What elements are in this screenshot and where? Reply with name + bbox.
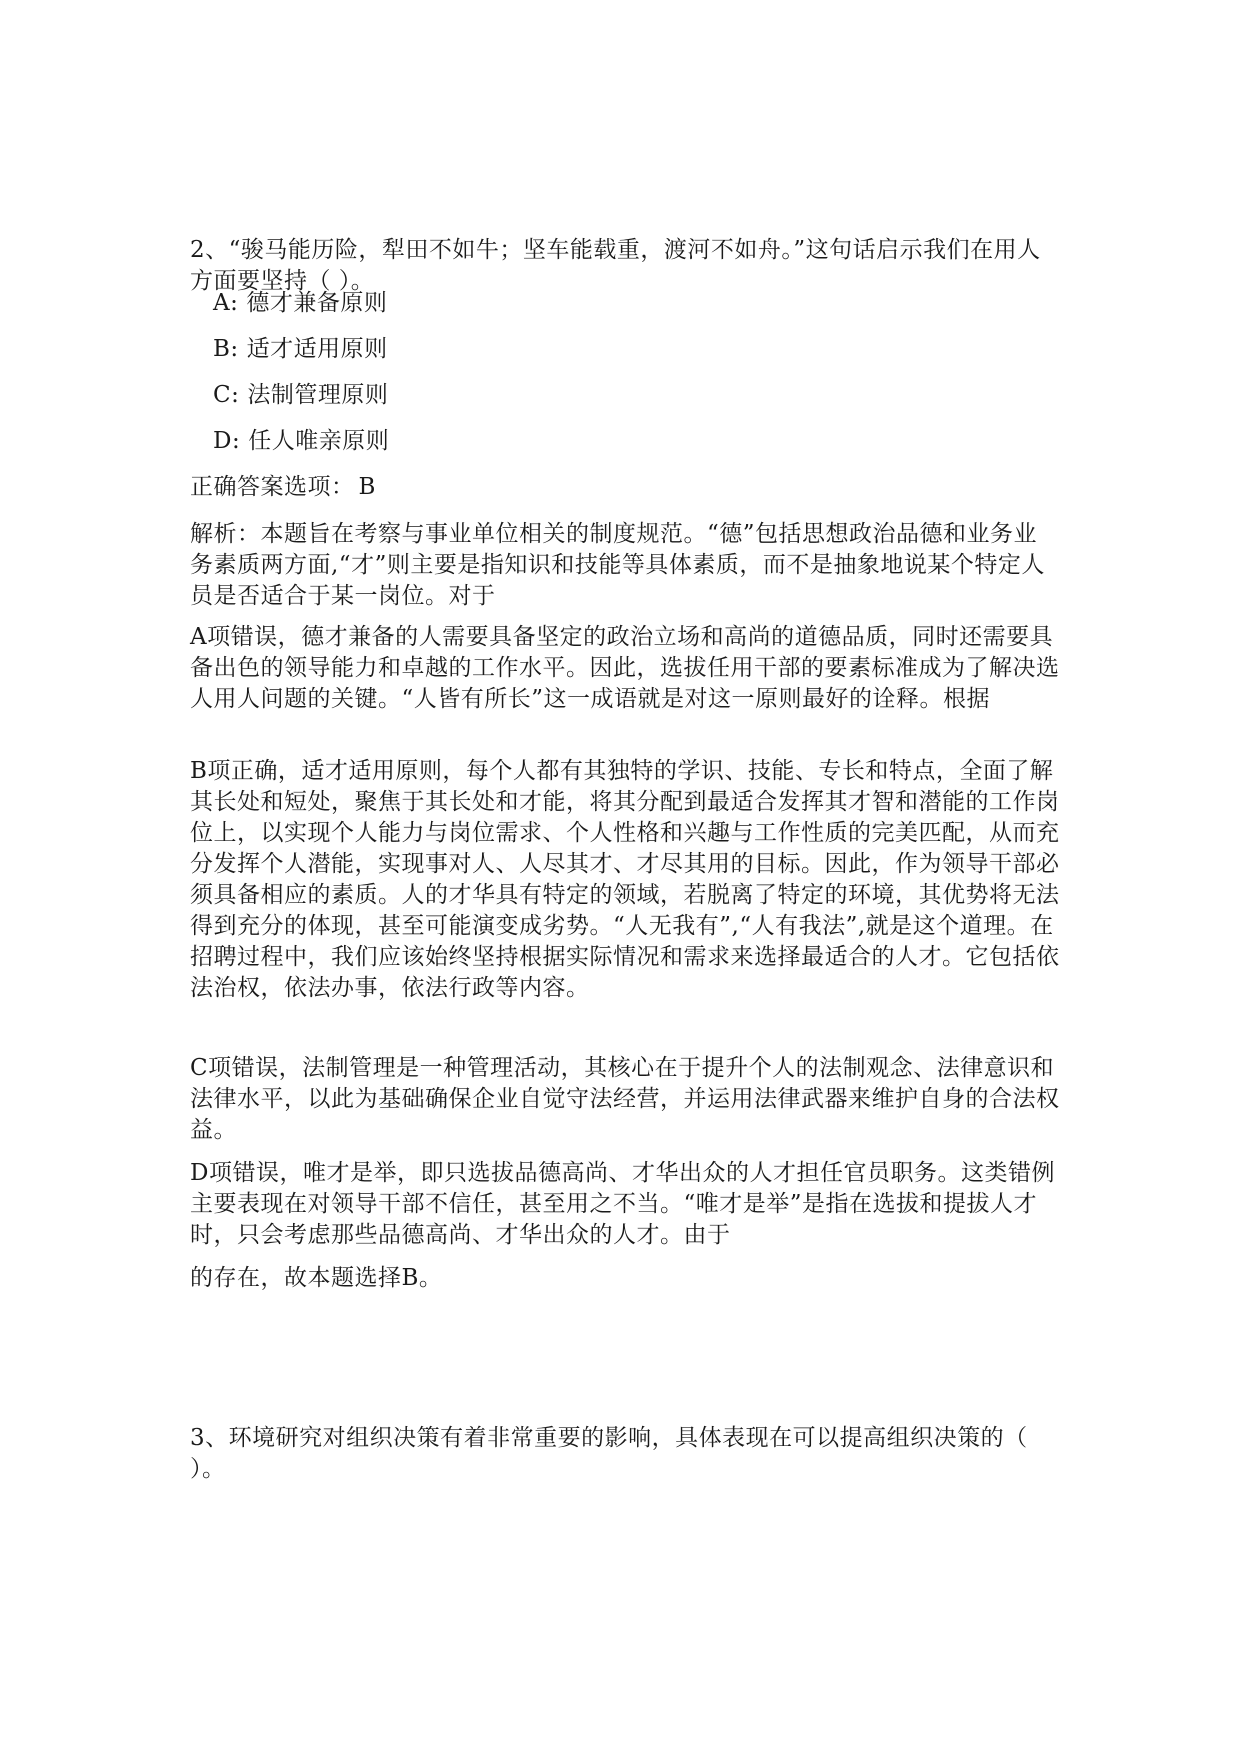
correct-answer <box>190 472 1060 503</box>
option-b[interactable] <box>213 334 388 365</box>
option-c[interactable] <box>213 380 388 411</box>
option-d[interactable] <box>213 426 389 457</box>
analysis-intro: 解析：本题旨在考察与事业单位相关的制度规范。“德”包括思想政治品德和业务业务素质两方面,“才”则主要是指知识和技能等具体素质，而不是抽象地说某个特定人员是否适合于某一岗位。对于 <box>190 521 1045 609</box>
option-d-text: 任人唯亲原则 <box>248 428 390 454</box>
option-a[interactable] <box>213 288 387 319</box>
option-b-text: 适才适用原则 <box>246 336 388 362</box>
option-a-key: A: <box>213 290 239 316</box>
analysis-option-a: A项错误，德才兼备的人需要具备坚定的政治立场和高尚的道德品质，同时还需要具备出色的领导能力和卓越的工作水平。因此，选拔任用干部的要素标准成为了解决选人用人问题的关键。“人皆有所长”这一成语就是对这一原则最好的诠释。根据 <box>190 624 1060 712</box>
correct-answer-label: 正确答案选项： <box>190 474 355 500</box>
analysis-option-b: B项正确，适才适用原则，每个人都有其独特的学识、技能、专长和特点，全面了解其长处和短处，聚焦于其长处和才能，将其分配到最适合发挥其才智和潜能的工作岗位上，以实现个人能力与岗位需求、个人性格和兴趣与工作性质的完美匹配，从而充分发挥个人潜能，实现事对人、人尽其才、才尽其用的目标。因此，作为领导干部必须具备相应的素质。人的才华具有特定的领域，若脱离了特定的环境，其优势将无法得到充分的体现，甚至可能演变成劣势。“人无我有”,“人有我法”,就是这个道理。在招聘过程中，我们应该始终坚持根据实际情况和需求来选择最适合的人才。它包括依法治权，依法办事，依法行政等内容。 <box>190 758 1060 1001</box>
question-3-stem: 3、环境研究对组织决策有着非常重要的影响，具体表现在可以提高组织决策的（ ）。 <box>190 1425 1028 1482</box>
option-d-key: D: <box>213 428 241 454</box>
analysis-option-c: C项错误，法制管理是一种管理活动，其核心在于提升个人的法制观念、法律意识和法律水平，以此为基础确保企业自觉守法经营，并运用法律武器来维护自身的合法权益。 <box>190 1055 1060 1143</box>
question-2-stem: 2、“骏马能历险，犁田不如牛；坚车能载重，渡河不如舟。”这句话启示我们在用人方面要坚持（ ）。 <box>190 237 1041 294</box>
option-c-text: 法制管理原则 <box>247 382 389 408</box>
option-a-text: 德才兼备原则 <box>246 290 388 316</box>
option-c-key: C: <box>213 382 240 408</box>
option-b-key: B: <box>213 336 239 362</box>
correct-answer-value: B <box>358 474 376 500</box>
analysis-option-d: D项错误，唯才是举，即只选拔品德高尚、才华出众的人才担任官员职务。这类错例主要表现在对领导干部不信任，甚至用之不当。“唯才是举”是指在选拔和提拔人才时，只会考虑那些品德高尚、才华出众的人才。由于 <box>190 1160 1055 1248</box>
analysis-conclusion: 的存在，故本题选择B。 <box>190 1265 443 1291</box>
